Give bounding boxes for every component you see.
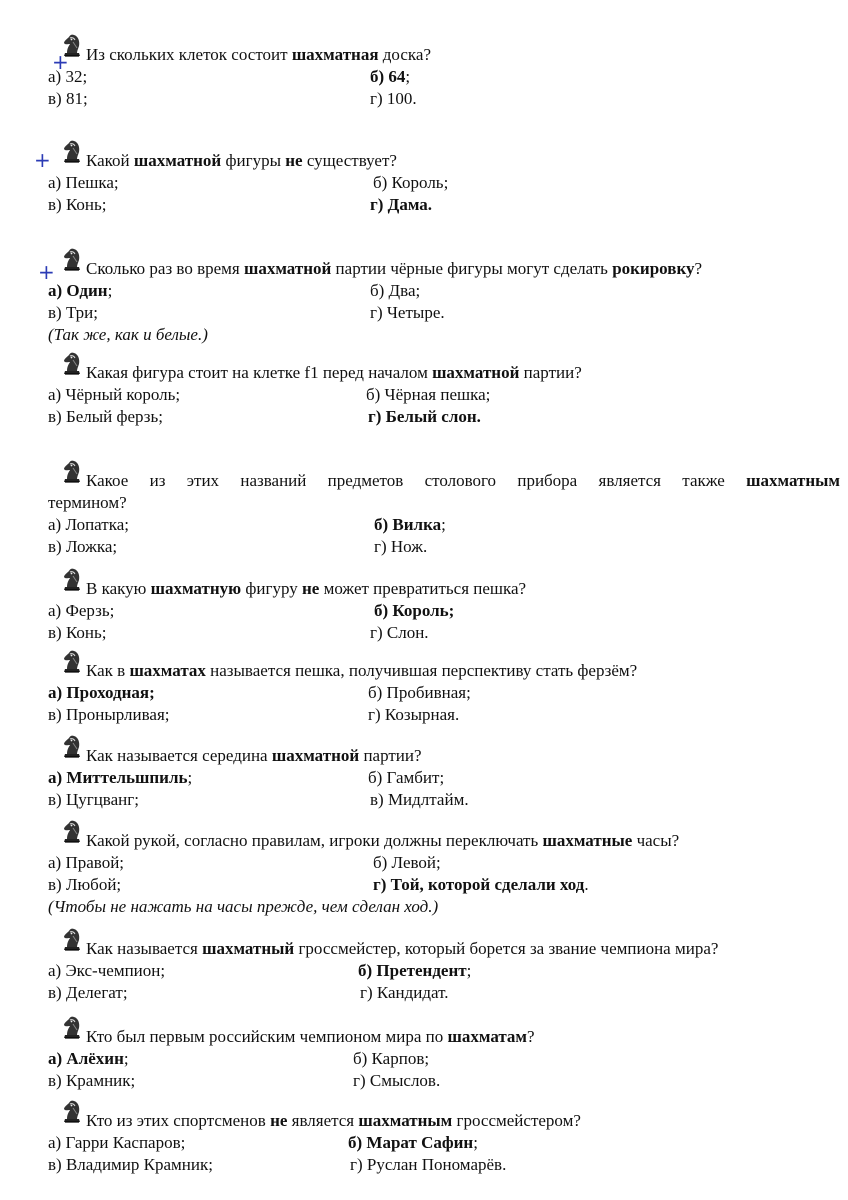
answer-suffix: ; xyxy=(107,281,113,300)
answer-label: а) Один xyxy=(48,281,108,300)
question-line xyxy=(48,470,840,492)
answer-label: в) Ложка; xyxy=(48,537,118,556)
answer-option xyxy=(48,1154,213,1176)
answer-option xyxy=(360,982,449,1004)
answer-label: в) Три; xyxy=(48,303,98,322)
answer-label: г) Слон. xyxy=(370,623,429,642)
answer-row xyxy=(48,852,840,874)
answer-label: г) Нож. xyxy=(374,537,428,556)
answer-option xyxy=(48,622,107,644)
answer-row xyxy=(48,982,840,1004)
question-fragment: Из скольких клеток состоит xyxy=(86,45,292,64)
answer-option xyxy=(48,600,114,622)
answer-option xyxy=(350,1154,506,1176)
question-line xyxy=(48,578,840,600)
answer-option xyxy=(48,874,121,896)
answer-row xyxy=(48,514,840,536)
answer-label: б) Король; xyxy=(373,173,449,192)
answer-option xyxy=(48,194,107,216)
question-keyword: шахматный xyxy=(202,939,295,958)
chess-knight-icon xyxy=(58,566,86,594)
question-line xyxy=(48,1026,840,1048)
answer-suffix: ; xyxy=(466,961,472,980)
answer-option-correct xyxy=(370,66,410,88)
answer-suffix: ; xyxy=(473,1133,478,1152)
answer-label: а) Чёрный король; xyxy=(48,385,181,404)
question-keyword: шахматные xyxy=(542,831,633,850)
answer-label: г) Смыслов. xyxy=(353,1071,441,1090)
question-fragment: Какая фигура стоит на клетке f1 перед началом xyxy=(86,363,433,382)
answer-label: б) Чёрная пешка; xyxy=(366,385,491,404)
question-keyword: шахматной xyxy=(432,363,520,382)
answer-label: в) Цугцванг; xyxy=(48,790,139,809)
answer-row xyxy=(48,302,840,324)
question-block xyxy=(48,938,840,1004)
question-text xyxy=(48,470,840,492)
question-keyword: шахматной xyxy=(133,151,222,170)
answer-option xyxy=(374,536,427,558)
answer-option xyxy=(48,384,180,406)
answer-option-correct xyxy=(358,960,471,982)
answer-option-correct xyxy=(48,280,112,302)
question-fragment: Как называется середина xyxy=(86,746,272,765)
answer-label: а) Алёхин xyxy=(48,1049,124,1068)
chess-knight-icon xyxy=(58,926,86,954)
question-block xyxy=(48,830,840,918)
answer-option xyxy=(48,88,88,110)
question-fragment: ? xyxy=(527,1027,535,1046)
chess-knight-icon xyxy=(58,1098,86,1126)
answer-row xyxy=(48,194,840,216)
answer-label: в) Владимир Крамник; xyxy=(48,1155,213,1174)
question-block xyxy=(48,745,840,811)
answer-label: г) Кандидат. xyxy=(360,983,449,1002)
answer-row xyxy=(48,384,840,406)
answer-label: б) Пробивная; xyxy=(368,683,471,702)
chess-knight-icon xyxy=(58,818,86,846)
chess-knight-icon xyxy=(58,733,86,761)
question-fragment: Как называется xyxy=(86,939,203,958)
question-fragment: ? xyxy=(694,259,703,278)
question-fragment: Кто был первым российским чемпионом мира по xyxy=(86,1027,448,1046)
question-text xyxy=(48,1110,840,1132)
handwritten-plus-mark: + xyxy=(34,148,51,172)
question-line xyxy=(48,44,840,66)
answer-label: в) 81; xyxy=(48,89,88,108)
answer-option xyxy=(48,1132,185,1154)
answer-label: а) Пешка; xyxy=(48,173,119,192)
answer-label: а) Лопатка; xyxy=(48,515,129,534)
question-block xyxy=(48,660,840,726)
answer-option xyxy=(48,852,124,874)
question-text xyxy=(48,830,840,852)
question-fragment: может превратиться пешка? xyxy=(319,579,527,598)
question-text xyxy=(48,1026,840,1048)
answer-row xyxy=(48,622,840,644)
answer-label: г) Дама. xyxy=(370,195,433,214)
question-fragment: существует? xyxy=(302,151,397,170)
answer-option xyxy=(368,682,471,704)
answer-label: б) Претендент xyxy=(358,961,467,980)
answer-option xyxy=(48,514,129,536)
answer-option-correct xyxy=(374,514,446,536)
question-keyword: рокировку xyxy=(612,259,695,278)
chess-knight-icon xyxy=(58,246,86,274)
question-keyword: шахматной xyxy=(271,746,360,765)
question-keyword: не xyxy=(285,151,303,170)
question-fragment: Какой рукой, согласно правилам, игроки должны переключать xyxy=(86,831,543,850)
answer-row xyxy=(48,1070,840,1092)
answer-label: а) Ферзь; xyxy=(48,601,115,620)
answer-label: в) Белый ферзь; xyxy=(48,407,163,426)
answer-row xyxy=(48,1048,840,1070)
question-keyword: шахматам xyxy=(447,1027,528,1046)
question-fragment: доска? xyxy=(378,45,431,64)
answer-option xyxy=(366,384,490,406)
question-fragment: партии? xyxy=(359,746,422,765)
handwritten-plus-mark: + xyxy=(52,50,69,74)
answer-label: в) Любой; xyxy=(48,875,122,894)
answer-label: б) Вилка xyxy=(374,515,442,534)
question-fragment: фигуры xyxy=(221,151,286,170)
answer-suffix: ; xyxy=(405,67,411,86)
answer-row xyxy=(48,874,840,896)
question-block xyxy=(48,44,840,110)
question-fragment: Какой xyxy=(86,151,134,170)
answer-row xyxy=(48,960,840,982)
question-fragment: Сколько раз во время xyxy=(86,259,244,278)
question-line xyxy=(48,1110,840,1132)
question-block xyxy=(48,258,840,346)
answer-row xyxy=(48,1132,840,1154)
answer-label: б) Два; xyxy=(370,281,421,300)
answer-option xyxy=(370,622,429,644)
question-text xyxy=(48,745,840,767)
question-block xyxy=(48,1026,840,1092)
question-fragment: является xyxy=(287,1111,359,1130)
answer-row xyxy=(48,280,840,302)
question-text xyxy=(48,578,840,600)
answer-option xyxy=(48,1070,135,1092)
answer-label: а) Экс-чемпион; xyxy=(48,961,166,980)
question-fragment: гроссмейстер, который борется за звание чемпиона мира? xyxy=(294,939,719,958)
question-fragment: Кто из этих спортсменов xyxy=(86,1111,271,1130)
answer-label: в) Конь; xyxy=(48,195,107,214)
chess-knight-icon xyxy=(58,1014,86,1042)
answer-label: б) Карпов; xyxy=(353,1049,430,1068)
answer-label: а) Проходная; xyxy=(48,683,155,702)
question-line xyxy=(48,938,840,960)
question-fragment: часы? xyxy=(632,831,680,850)
chess-knight-icon xyxy=(58,350,86,378)
answer-option xyxy=(353,1048,429,1070)
question-fragment: Как в xyxy=(86,661,130,680)
answer-row xyxy=(48,1154,840,1176)
question-keyword: шахматную xyxy=(150,579,242,598)
answer-option xyxy=(48,536,117,558)
answer-label: б) 64 xyxy=(370,67,406,86)
question-line xyxy=(48,830,840,852)
answer-label: в) Мидлтайм. xyxy=(370,790,469,809)
question-fragment: партии? xyxy=(519,363,582,382)
answer-label: а) Миттельшпиль xyxy=(48,768,188,787)
answer-row xyxy=(48,704,840,726)
question-line xyxy=(48,150,840,172)
answer-option xyxy=(48,789,139,811)
question-keyword: шахматным xyxy=(746,471,840,490)
question-line xyxy=(48,258,840,280)
answer-row xyxy=(48,767,840,789)
answer-row xyxy=(48,600,840,622)
answer-label: в) Конь; xyxy=(48,623,107,642)
question-text-continuation: термином? xyxy=(48,493,127,512)
answer-label: г) Белый слон. xyxy=(368,407,481,426)
answer-option xyxy=(353,1070,440,1092)
answer-row xyxy=(48,172,840,194)
answer-option xyxy=(373,852,441,874)
handwritten-plus-mark: + xyxy=(38,260,55,284)
question-fragment: фигуру xyxy=(241,579,302,598)
question-text xyxy=(48,150,840,172)
answer-option xyxy=(48,172,119,194)
answer-label: б) Гамбит; xyxy=(368,768,445,787)
answer-option-correct xyxy=(48,682,155,704)
question-line xyxy=(48,362,840,384)
question-keyword: не xyxy=(302,579,320,598)
answer-option xyxy=(370,789,469,811)
question-fragment: партии чёрные фигуры могут сделать xyxy=(331,259,613,278)
answer-option xyxy=(370,280,420,302)
answer-option xyxy=(370,302,445,324)
answer-row xyxy=(48,789,840,811)
answer-option-correct xyxy=(374,600,454,622)
answer-row xyxy=(48,682,840,704)
answer-row xyxy=(48,88,840,110)
answer-label: а) Правой; xyxy=(48,853,125,872)
question-fragment: Какое из этих названий предметов столового прибора является также xyxy=(86,471,747,490)
question-fragment: гроссмейстером? xyxy=(452,1111,581,1130)
question-block xyxy=(48,470,840,558)
chess-knight-icon xyxy=(58,648,86,676)
answer-option-correct xyxy=(368,406,481,428)
answer-option xyxy=(368,767,444,789)
question-block xyxy=(48,150,840,216)
answer-option-correct xyxy=(370,194,432,216)
answer-label: г) Козырная. xyxy=(368,705,460,724)
answer-option-correct xyxy=(373,874,589,896)
answer-option xyxy=(48,960,165,982)
answer-suffix: ; xyxy=(123,1049,129,1068)
answer-option xyxy=(48,302,98,324)
question-keyword: шахматная xyxy=(291,45,379,64)
question-block xyxy=(48,362,840,428)
answer-suffix: ; xyxy=(187,768,193,787)
answer-option xyxy=(48,704,169,726)
answer-option xyxy=(368,704,459,726)
question-text xyxy=(48,938,840,960)
answer-option xyxy=(370,88,417,110)
answer-option-correct xyxy=(348,1132,478,1154)
answer-label: в) Пронырливая; xyxy=(48,705,170,724)
answer-option xyxy=(373,172,448,194)
answer-row xyxy=(48,536,840,558)
chess-knight-icon xyxy=(58,138,86,166)
answer-option xyxy=(48,406,163,428)
answer-label: г) Четыре. xyxy=(370,303,445,322)
answer-label: б) Марат Сафин xyxy=(348,1133,474,1152)
question-text xyxy=(48,258,840,280)
answer-option-correct xyxy=(48,1048,129,1070)
question-keyword: шахматным xyxy=(358,1111,453,1130)
answer-label: б) Король; xyxy=(374,601,455,620)
question-line xyxy=(48,660,840,682)
answer-row xyxy=(48,406,840,428)
question-text xyxy=(48,660,840,682)
question-block xyxy=(48,578,840,644)
answer-label: а) Гарри Каспаров; xyxy=(48,1133,186,1152)
chess-knight-icon xyxy=(58,458,86,486)
answer-suffix: ; xyxy=(441,515,446,534)
answer-label: б) Левой; xyxy=(373,853,441,872)
answer-suffix: . xyxy=(584,875,589,894)
question-text xyxy=(48,362,840,384)
answer-label: в) Делегат; xyxy=(48,983,128,1002)
answer-row xyxy=(48,66,840,88)
answer-label: г) Той, которой сделали ход xyxy=(373,875,585,894)
question-text xyxy=(48,44,840,66)
answer-label: г) 100. xyxy=(370,89,417,108)
question-keyword: шахматах xyxy=(129,661,206,680)
answer-label: а) 32; xyxy=(48,67,88,86)
question-line xyxy=(48,745,840,767)
question-keyword: не xyxy=(270,1111,288,1130)
answer-option-correct xyxy=(48,767,192,789)
answer-option xyxy=(48,982,128,1004)
answer-note: (Чтобы не нажать на часы прежде, чем сделан ход.) xyxy=(48,897,439,916)
question-block xyxy=(48,1110,840,1176)
question-fragment: В какую xyxy=(86,579,151,598)
answer-label: в) Крамник; xyxy=(48,1071,136,1090)
question-keyword: шахматной xyxy=(243,259,332,278)
question-fragment: называется пешка, получившая перспективу стать ферзём? xyxy=(205,661,638,680)
answer-note: (Так же, как и белые.) xyxy=(48,325,208,344)
answer-label: г) Руслан Пономарёв. xyxy=(350,1155,507,1174)
